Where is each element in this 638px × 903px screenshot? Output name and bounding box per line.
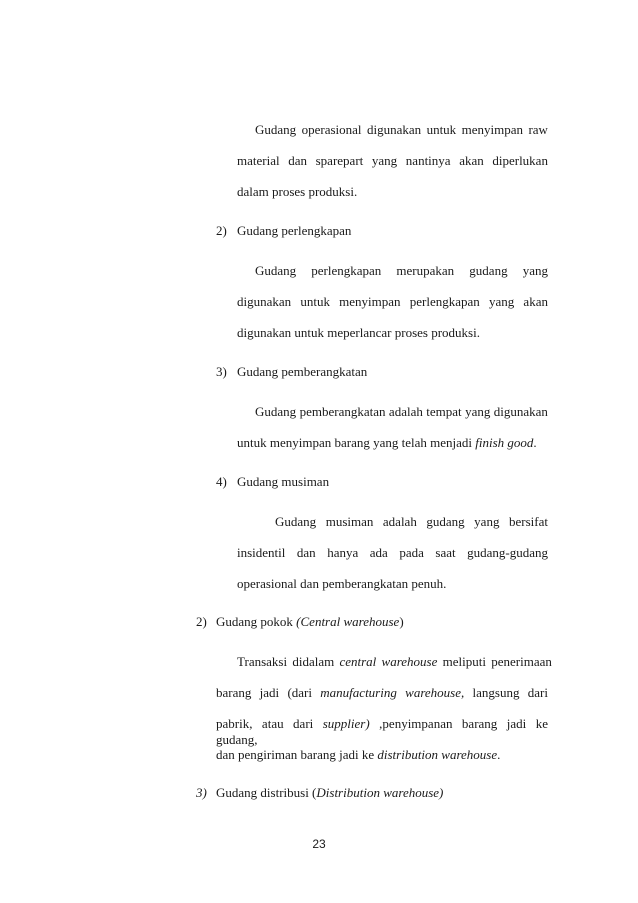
perlengkapan-line-3: digunakan untuk meperlancar proses produksi.: [237, 325, 480, 340]
pokok-line-4: dan pengiriman barang jadi ke distribution warehouse.: [216, 747, 501, 762]
pokok-heading: Gudang pokok (Central warehouse): [216, 614, 404, 629]
operasional-line-2: material dan sparepart yang nantinya akan diperlukan: [237, 153, 548, 168]
operasional-line-1: Gudang operasional digunakan untuk menyimpan raw: [255, 122, 548, 137]
musiman-heading: Gudang musiman: [237, 474, 330, 489]
perlengkapan-heading: Gudang perlengkapan: [237, 223, 352, 238]
pokok-line-3: pabrik, atau dari supplier) ,penyimpanan barang jadi ke gudang,: [216, 716, 549, 747]
pokok-number: 2): [196, 614, 207, 629]
pokok-line-1: Transaksi didalam central warehouse meliputi penerimaan: [237, 654, 552, 669]
page-number: 23: [312, 837, 326, 851]
distribusi-heading: Gudang distribusi (Distribution warehouse): [216, 785, 444, 800]
musiman-line-2: insidentil dan hanya ada pada saat gudang-gudang: [237, 545, 548, 560]
pemberangkatan-line-1: Gudang pemberangkatan adalah tempat yang digunakan: [255, 404, 548, 419]
finish-good-term: finish good: [475, 435, 534, 450]
distribusi-number: 3): [196, 785, 207, 800]
musiman-line-1: Gudang musiman adalah gudang yang bersifat: [275, 514, 548, 529]
pemberangkatan-number: 3): [216, 364, 227, 379]
operasional-line-3: dalam proses produksi.: [237, 184, 358, 199]
perlengkapan-line-1: Gudang perlengkapan merupakan gudang yang: [255, 263, 548, 278]
pokok-line-2: barang jadi (dari manufacturing warehouse, langsung dari: [216, 685, 548, 700]
pemberangkatan-line-2: untuk menyimpan barang yang telah menjadi finish good.: [237, 435, 537, 450]
musiman-number: 4): [216, 474, 227, 489]
perlengkapan-number: 2): [216, 223, 227, 238]
pemberangkatan-heading: Gudang pemberangkatan: [237, 364, 368, 379]
musiman-line-3: operasional dan pemberangkatan penuh.: [237, 576, 447, 591]
perlengkapan-line-2: digunakan untuk menyimpan perlengkapan yang akan: [237, 294, 548, 309]
